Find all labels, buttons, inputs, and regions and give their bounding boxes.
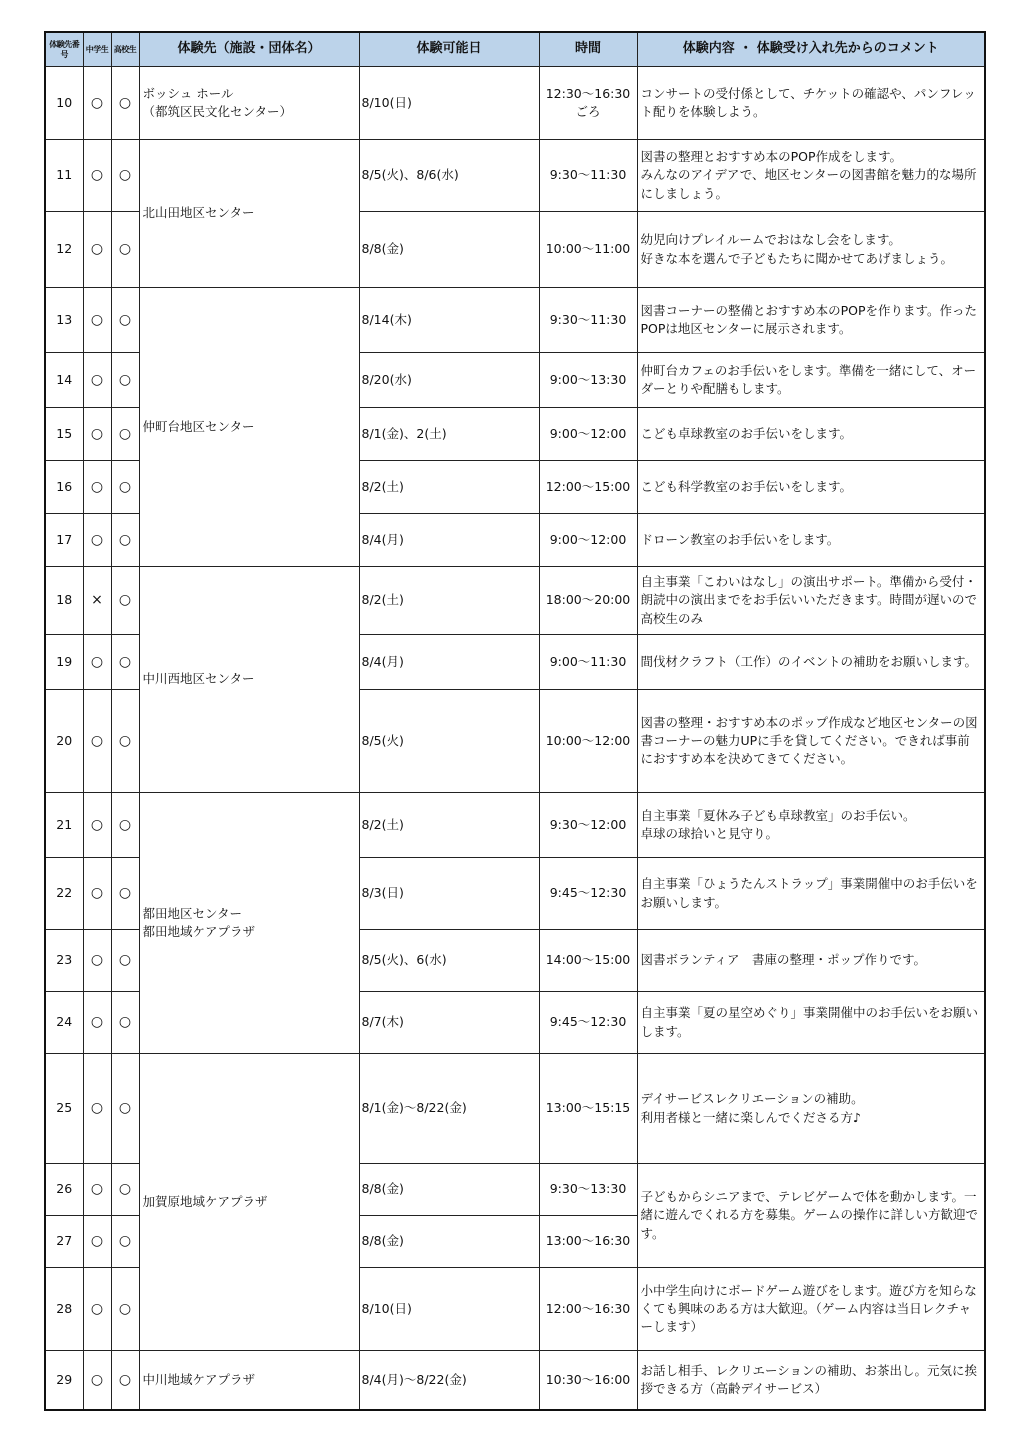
high-school-availability: ○: [111, 930, 139, 992]
junior-high-availability: ○: [83, 288, 111, 353]
activity-comment: 図書の整理・おすすめ本のポップ作成など地区センターの図書コーナーの魅力UPに手を貸してください。できれば事前におすすめ本を決めてきてください。: [637, 690, 985, 793]
facility-name: 中川地域ケアプラザ: [139, 1351, 359, 1410]
junior-high-availability: ○: [83, 858, 111, 930]
high-school-availability: ○: [111, 793, 139, 858]
entry-number: 20: [45, 690, 83, 793]
time-range: 13:00～16:30: [539, 1216, 637, 1268]
table-row: [45, 567, 985, 635]
entry-number: 29: [45, 1351, 83, 1410]
time-range: 9:30～12:00: [539, 793, 637, 858]
high-school-availability: ○: [111, 635, 139, 690]
available-dates: 8/2(土): [359, 793, 539, 858]
junior-high-availability: ×: [83, 567, 111, 635]
activity-comment: デイサービスレクリエーションの補助。 利用者様と一緒に楽しんでくださる方♪: [637, 1054, 985, 1164]
available-dates: 8/14(木): [359, 288, 539, 353]
high-school-availability: ○: [111, 514, 139, 567]
activity-comment: コンサートの受付係として、チケットの確認や、パンフレット配りを体験しよう。: [637, 67, 985, 140]
available-dates: 8/5(火)、8/6(水): [359, 140, 539, 212]
activity-comment: お話し相手、レクリエーションの補助、お茶出し。元気に挨拶できる方（高齢デイサービス）: [637, 1351, 985, 1410]
time-range: 13:00～15:15: [539, 1054, 637, 1164]
available-dates: 8/5(火)、6(水): [359, 930, 539, 992]
entry-number: 15: [45, 408, 83, 461]
junior-high-availability: ○: [83, 690, 111, 793]
junior-high-availability: ○: [83, 1268, 111, 1351]
entry-number: 23: [45, 930, 83, 992]
available-dates: 8/1(金)、2(土): [359, 408, 539, 461]
placement-table: [44, 31, 986, 1411]
high-school-availability: ○: [111, 992, 139, 1054]
activity-comment: 自主事業「夏休み子ども卓球教室」のお手伝い。 卓球の球拾いと見守り。: [637, 793, 985, 858]
activity-comment: 小中学生向けにボードゲーム遊びをします。遊び方を知らなくても興味のある方は大歓迎。（ゲーム内容は当日レクチャーします）: [637, 1268, 985, 1351]
time-range: 14:00～15:00: [539, 930, 637, 992]
time-range: 10:30～16:00: [539, 1351, 637, 1410]
activity-comment: 自主事業「こわいはなし」の演出サポート。準備から受付・朗読中の演出までをお手伝いいただきます。時間が遅いので高校生のみ: [637, 567, 985, 635]
activity-comment: 図書ボランティア 書庫の整理・ポップ作りです。: [637, 930, 985, 992]
available-dates: 8/2(土): [359, 567, 539, 635]
activity-comment: 自主事業「夏の星空めぐり」事業開催中のお手伝いをお願いします。: [637, 992, 985, 1054]
high-school-availability: ○: [111, 408, 139, 461]
junior-high-availability: ○: [83, 408, 111, 461]
available-dates: 8/5(火): [359, 690, 539, 793]
header-facility: 体験先（施設・団体名）: [139, 32, 359, 67]
junior-high-availability: ○: [83, 353, 111, 408]
time-range: 9:00～13:30: [539, 353, 637, 408]
facility-name: 北山田地区センター: [139, 140, 359, 288]
entry-number: 14: [45, 353, 83, 408]
table-row: [45, 793, 985, 858]
time-range: 9:30～11:30: [539, 288, 637, 353]
activity-comment: 仲町台カフェのお手伝いをします。準備を一緒にして、オーダーとりや配膳もします。: [637, 353, 985, 408]
high-school-availability: ○: [111, 1216, 139, 1268]
entry-number: 17: [45, 514, 83, 567]
facility-name: 都田地区センター 都田地域ケアプラザ: [139, 793, 359, 1054]
activity-comment: 図書の整理とおすすめ本のPOP作成をします。 みんなのアイデアで、地区センターの図書館を魅力的な場所にしましょう。: [637, 140, 985, 212]
time-range: 9:00～12:00: [539, 514, 637, 567]
time-range: 12:00～15:00: [539, 461, 637, 514]
junior-high-availability: ○: [83, 140, 111, 212]
header-content: 体験内容 ・ 体験受け入れ先からのコメント: [637, 32, 985, 67]
junior-high-availability: ○: [83, 461, 111, 514]
available-dates: 8/10(日): [359, 1268, 539, 1351]
junior-high-availability: ○: [83, 1054, 111, 1164]
time-range: 18:00～20:00: [539, 567, 637, 635]
entry-number: 22: [45, 858, 83, 930]
activity-comment: 幼児向けプレイルームでおはなし会をします。 好きな本を選んで子どもたちに聞かせてあげましょう。: [637, 212, 985, 288]
header-junior-high: 中学生: [83, 32, 111, 67]
entry-number: 27: [45, 1216, 83, 1268]
junior-high-availability: ○: [83, 793, 111, 858]
header-number: 体験先番号: [45, 32, 83, 67]
high-school-availability: ○: [111, 288, 139, 353]
entry-number: 18: [45, 567, 83, 635]
activity-comment: 子どもからシニアまで、テレビゲームで体を動かします。一緒に遊んでくれる方を募集。ゲームの操作に詳しい方歓迎です。: [637, 1164, 985, 1268]
entry-number: 19: [45, 635, 83, 690]
activity-comment: 間伐材クラフト（工作）のイベントの補助をお願いします。: [637, 635, 985, 690]
activity-comment: 図書コーナーの整備とおすすめ本のPOPを作ります。作ったPOPは地区センターに展示されます。: [637, 288, 985, 353]
time-range: 12:30～16:30 ごろ: [539, 67, 637, 140]
table-row: [45, 288, 985, 353]
entry-number: 26: [45, 1164, 83, 1216]
high-school-availability: ○: [111, 1164, 139, 1216]
available-dates: 8/2(土): [359, 461, 539, 514]
entry-number: 13: [45, 288, 83, 353]
available-dates: 8/7(木): [359, 992, 539, 1054]
table-row: [45, 1054, 985, 1164]
entry-number: 28: [45, 1268, 83, 1351]
facility-name: 仲町台地区センター: [139, 288, 359, 567]
activity-comment: ドローン教室のお手伝いをします。: [637, 514, 985, 567]
available-dates: 8/10(日): [359, 67, 539, 140]
high-school-availability: ○: [111, 567, 139, 635]
available-dates: 8/4(月): [359, 635, 539, 690]
high-school-availability: ○: [111, 1268, 139, 1351]
time-range: 9:00～12:00: [539, 408, 637, 461]
activity-comment: 自主事業「ひょうたんストラップ」事業開催中のお手伝いをお願いします。: [637, 858, 985, 930]
header-row: [45, 32, 985, 67]
program-sheet: [44, 31, 986, 1411]
available-dates: 8/8(金): [359, 212, 539, 288]
header-dates: 体験可能日: [359, 32, 539, 67]
entry-number: 16: [45, 461, 83, 514]
table-row: [45, 140, 985, 212]
time-range: 9:30～13:30: [539, 1164, 637, 1216]
available-dates: 8/1(金)～8/22(金): [359, 1054, 539, 1164]
high-school-availability: ○: [111, 140, 139, 212]
facility-name: ボッシュ ホール （都筑区民文化センター）: [139, 67, 359, 140]
time-range: 10:00～12:00: [539, 690, 637, 793]
high-school-availability: ○: [111, 1351, 139, 1410]
table-row: [45, 1351, 985, 1410]
activity-comment: こども科学教室のお手伝いをします。: [637, 461, 985, 514]
high-school-availability: ○: [111, 461, 139, 514]
table-body: [45, 67, 985, 1410]
time-range: 9:30～11:30: [539, 140, 637, 212]
facility-name: 中川西地区センター: [139, 567, 359, 793]
high-school-availability: ○: [111, 1054, 139, 1164]
entry-number: 10: [45, 67, 83, 140]
entry-number: 25: [45, 1054, 83, 1164]
table-row: [45, 67, 985, 140]
junior-high-availability: ○: [83, 635, 111, 690]
time-range: 9:00～11:30: [539, 635, 637, 690]
activity-comment: こども卓球教室のお手伝いをします。: [637, 408, 985, 461]
available-dates: 8/20(水): [359, 353, 539, 408]
available-dates: 8/8(金): [359, 1216, 539, 1268]
junior-high-availability: ○: [83, 1216, 111, 1268]
available-dates: 8/3(日): [359, 858, 539, 930]
junior-high-availability: ○: [83, 992, 111, 1054]
header-high-school: 高校生: [111, 32, 139, 67]
facility-name: 加賀原地域ケアプラザ: [139, 1054, 359, 1351]
available-dates: 8/8(金): [359, 1164, 539, 1216]
junior-high-availability: ○: [83, 1164, 111, 1216]
available-dates: 8/4(月): [359, 514, 539, 567]
entry-number: 12: [45, 212, 83, 288]
junior-high-availability: ○: [83, 67, 111, 140]
high-school-availability: ○: [111, 353, 139, 408]
high-school-availability: ○: [111, 858, 139, 930]
header-time: 時間: [539, 32, 637, 67]
entry-number: 24: [45, 992, 83, 1054]
high-school-availability: ○: [111, 690, 139, 793]
time-range: 9:45～12:30: [539, 992, 637, 1054]
entry-number: 21: [45, 793, 83, 858]
junior-high-availability: ○: [83, 930, 111, 992]
high-school-availability: ○: [111, 67, 139, 140]
junior-high-availability: ○: [83, 1351, 111, 1410]
junior-high-availability: ○: [83, 212, 111, 288]
available-dates: 8/4(月)～8/22(金): [359, 1351, 539, 1410]
time-range: 10:00～11:00: [539, 212, 637, 288]
entry-number: 11: [45, 140, 83, 212]
junior-high-availability: ○: [83, 514, 111, 567]
high-school-availability: ○: [111, 212, 139, 288]
time-range: 12:00～16:30: [539, 1268, 637, 1351]
time-range: 9:45～12:30: [539, 858, 637, 930]
